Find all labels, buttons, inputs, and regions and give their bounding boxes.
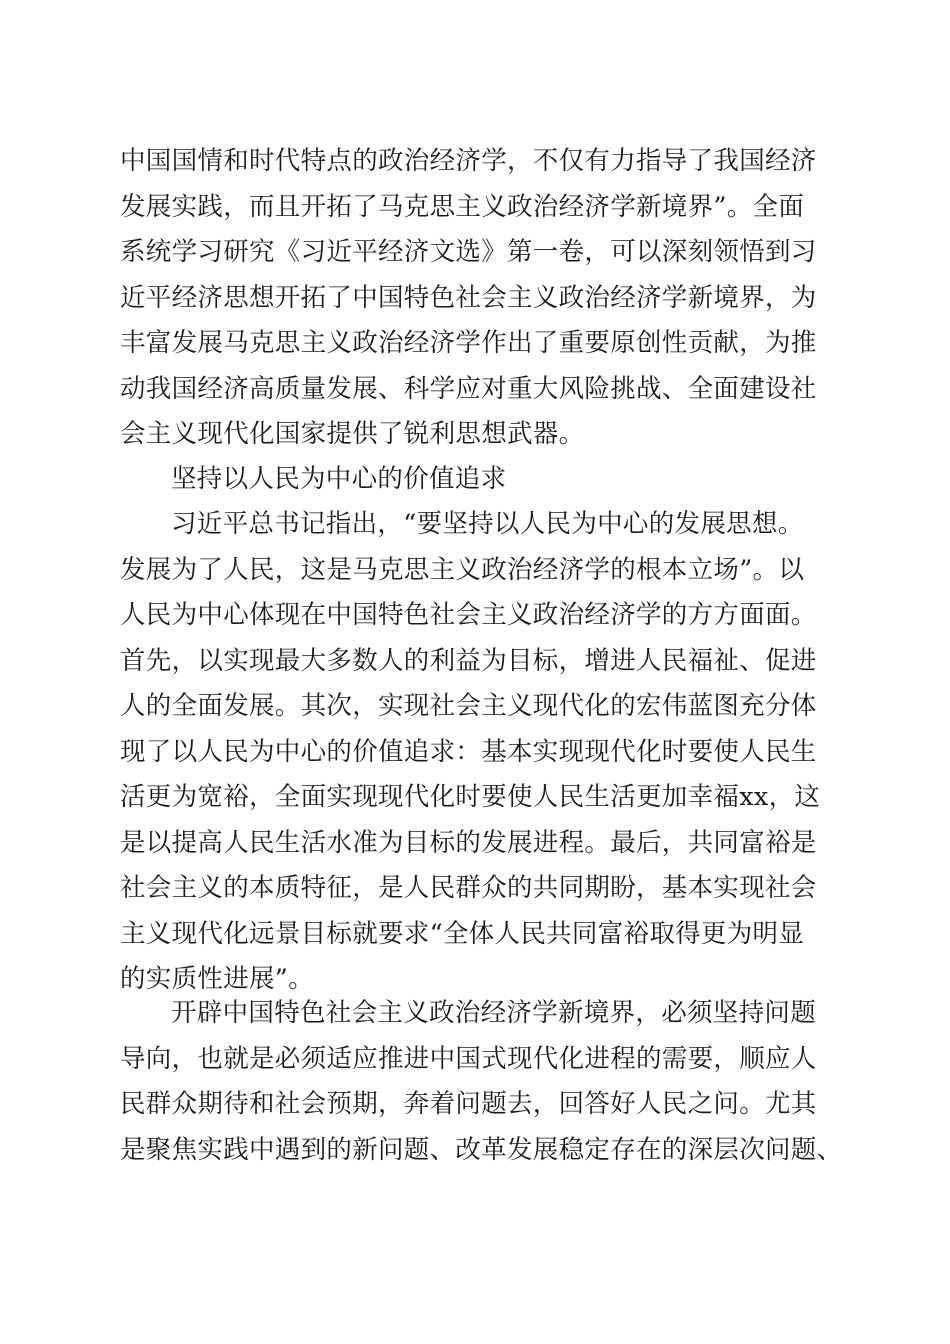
paragraph-line: 系统学习研究《习近平经济文选》第一卷，可以深刻领悟到习 [120, 237, 817, 267]
paragraph-line: 近平经济思想开拓了中国特色社会主义政治经济学新境界，为 [120, 282, 817, 313]
paragraph-line: 会主义现代化国家提供了锐利思想武器。 [120, 419, 585, 449]
paragraph-line: 丰富发展马克思主义政治经济学作出了重要原创性贡献，为推 [120, 328, 817, 358]
paragraph-line: 活更为宽裕，全面实现现代化时要使人民生活更加幸福xx，这 [120, 782, 821, 812]
paragraph-line: 首先，以实现最大多数人的利益为目标，增进人民福祉、促进 [120, 645, 817, 676]
paragraph-line: 人的全面发展。其次，实现社会主义现代化的宏伟蓝图充分体 [120, 691, 817, 721]
paragraph-line: 是聚焦实践中遇到的新问题、改革发展稳定存在的深层次问题、 [120, 1134, 843, 1165]
section-heading: 坚持以人民为中心的价值追求 [171, 464, 507, 494]
paragraph-line: 习近平总书记指出，“要坚持以人民为中心的发展思想。 [171, 509, 804, 539]
paragraph-line: 是以提高人民生活水准为目标的发展进程。最后，共同富裕是 [120, 827, 817, 858]
paragraph-line: 人民为中心体现在中国特色社会主义政治经济学的方方面面。 [120, 600, 817, 630]
paragraph-3 [120, 991, 842, 1173]
paragraph-line: 的实质性进展”。 [120, 964, 314, 994]
paragraph-line: 发展实践，而且开拓了马克思主义政治经济学新境界”。全面 [120, 191, 805, 222]
paragraph-line: 主义现代化远景目标就要求“全体人民共同富裕取得更为明显 [120, 918, 805, 949]
paragraph-line: 现了以人民为中心的价值追求：基本实现现代化时要使人民生 [120, 736, 817, 767]
paragraph-line: 发展为了人民，这是马克思主义政治经济学的根本立场”。以 [120, 554, 805, 585]
paragraph-line: 中国国情和时代特点的政治经济学，不仅有力指导了我国经济 [120, 146, 817, 176]
document-page [120, 0, 843, 1344]
paragraph-line: 动我国经济高质量发展、科学应对重大风险挑战、全面建设社 [120, 373, 817, 404]
paragraph-line: 社会主义的本质特征，是人民群众的共同期盼，基本实现社会 [120, 873, 817, 903]
paragraph-line: 民群众期待和社会预期，奔着问题去，回答好人民之问。尤其 [120, 1089, 817, 1119]
paragraph-1 [120, 139, 817, 458]
paragraph-line: 开辟中国特色社会主义政治经济学新境界，必须坚持问题 [171, 998, 817, 1028]
paragraph-line: 导向，也就是必须适应推进中国式现代化进程的需要，顺应人 [120, 1043, 817, 1074]
paragraph-2 [120, 502, 820, 1003]
